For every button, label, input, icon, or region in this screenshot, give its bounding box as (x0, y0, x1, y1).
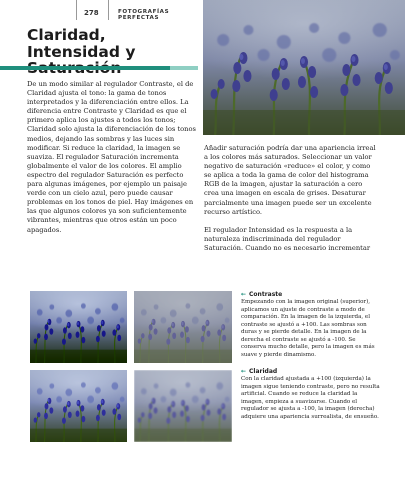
page-number: 278 (84, 9, 99, 17)
photo-contrast-minus-100 (134, 291, 232, 363)
text-column-right (204, 144, 378, 262)
running-header (0, 0, 200, 20)
text-column-left (27, 80, 197, 244)
caption-text: Con la claridad ajustada a +100 (izquierda) la imagen sigue teniendo contraste, pero no resulta artificial. Cuando se reduce la claridad la imagen, empieza a suavizarse. Cuando el regulador se ajusta a -100, la imagen (derecha) adquiere una apariencia surrealista, de ensueño. (241, 376, 380, 420)
caption-heading (241, 368, 381, 376)
caption-text: Empezando con la imagen original (superior), aplicamos un ajuste de contraste a modo de comparación. En la imagen de la izquierda, el contraste se ajustó a +100. Las sombras son duras y se pierde detalle. En la imagen de la derecha el contraste se ajustó a -100. Se conserva mucho detalle, pero la imagen es más suave y pierde dinamismo. (241, 299, 375, 358)
header-divider (76, 0, 77, 20)
page-title: Claridad, Intensidad y (27, 26, 136, 61)
header-divider (108, 0, 109, 20)
hero-photo-bluebells (203, 0, 405, 135)
paragraph: De un modo similar al regulador Contraste, el de Claridad ajusta el tono: la gama de tonos interpretados y la diferenciación entre ellos. La diferencia entre Contraste y Claridad es que el primero aplica los ajustes a todos los tonos; Claridad solo ajusta la diferenciación de los tonos medios, dejando las sombras y las luces sin modificar. Si reduce la claridad, la imagen se suaviza. El regulador Saturación incrementa globalmente el valor de los colores. El amplio espectro del regulador Saturación es perfecto para algunas imágenes, por ejemplo un paisaje verde con un cielo azul, pero puede causar problemas en los tonos de piel. Hay imágenes en las que algunos colores ya son suficientemente vibrantes, mientras que otros están un poco apagados. (27, 80, 196, 234)
caption-clarity (241, 368, 381, 421)
photo-clarity-minus-100 (134, 370, 232, 442)
caption-title: Claridad (249, 368, 278, 375)
title-rule-accent (0, 66, 170, 70)
photo-clarity-plus-100 (30, 370, 127, 442)
paragraph: Añadir saturación podría dar una apariencia irreal a los colores más saturados. Seleccionar un valor negativo de saturación «reduce» el color, y como se aplica a toda la gama de color del histograma RGB de la imagen, ajustar la saturación a cero crea una imagen en escala de grises. Desaturar parcialmente una imagen puede ser un excelente recurso artístico. (204, 144, 376, 216)
caption-contrast (241, 291, 381, 359)
caption-heading (241, 291, 381, 299)
arrow-left-icon: ← (241, 368, 247, 375)
arrow-left-icon: ← (241, 291, 247, 298)
paragraph: El regulador Intensidad es la respuesta a la naturaleza indiscriminada del regulador Saturación. Cuando no es necesario incrementar (204, 225, 371, 253)
photo-contrast-plus-100 (30, 291, 127, 363)
caption-title: Contraste (249, 291, 283, 298)
running-title: FOTOGRAFÍAS PERFECTAS (118, 9, 170, 21)
title-rule-light (170, 66, 198, 70)
